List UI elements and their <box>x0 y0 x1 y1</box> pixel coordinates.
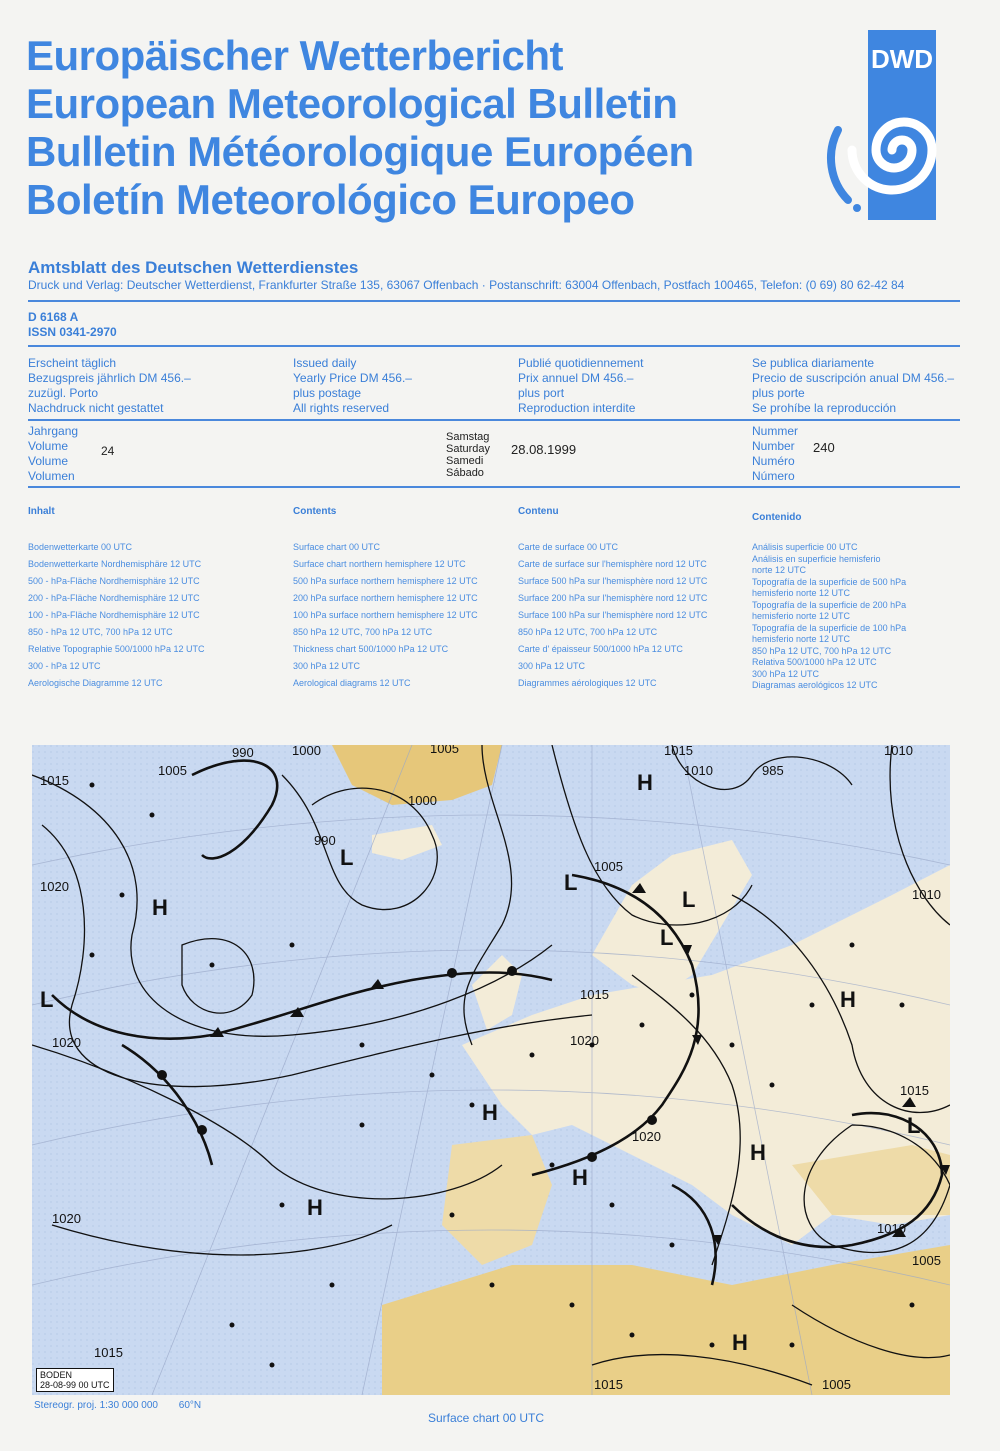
divider <box>28 486 960 488</box>
high-center: H <box>572 1165 588 1190</box>
surface-weather-map <box>32 745 950 1395</box>
isobar-label: 1000 <box>408 793 437 808</box>
high-center: H <box>637 770 653 795</box>
contents-heading-french: Contenu <box>518 506 559 517</box>
title-french: Bulletin Météorologique Européen <box>26 128 694 175</box>
isobar-label: 1005 <box>594 859 623 874</box>
divider <box>28 300 960 302</box>
list-item: hemisferio norte 12 UTC <box>752 588 851 598</box>
high-center: H <box>482 1100 498 1125</box>
list-item: Surface chart 00 UTC <box>293 542 381 552</box>
isobar-label: 1020 <box>632 1129 661 1144</box>
low-center: L <box>682 887 696 912</box>
high-center: H <box>840 987 856 1012</box>
isobar-label: 1015 <box>594 1377 623 1392</box>
list-item: 850 hPa 12 UTC, 700 hPa 12 UTC <box>293 627 433 637</box>
contents-list-german <box>28 539 204 692</box>
isobar-label: 1015 <box>94 1345 123 1360</box>
list-item: 200 - hPa-Fläche Nordhemisphäre 12 UTC <box>28 593 200 603</box>
list-item: hemisferio norte 12 UTC <box>752 634 851 644</box>
isobar-label: 1010 <box>884 745 913 758</box>
high-center: H <box>750 1140 766 1165</box>
contents-list-english <box>293 539 478 692</box>
list-item: Bodenwetterkarte 00 UTC <box>28 542 133 552</box>
contents-heading-german: Inhalt <box>28 506 55 517</box>
list-item: Bodenwetterkarte Nordhemisphäre 12 UTC <box>28 559 202 569</box>
list-item: Análisis en superficie hemisferio <box>752 553 881 564</box>
list-item: 200 hPa surface northern hemisphere 12 UTC <box>293 593 478 603</box>
list-item: 850 hPa 12 UTC, 700 hPa 12 UTC <box>518 627 658 637</box>
info-english: Issued daily Yearly Price DM 456.– plus postage All rights reserved <box>293 356 412 415</box>
issn: ISSN 0341-2970 <box>28 325 117 339</box>
isobar-label: 1005 <box>158 763 187 778</box>
list-item: Topografía de la superficie de 200 hPa <box>752 599 907 610</box>
logo-text: DWD <box>870 44 934 74</box>
list-item: Carte de surface sur l'hemisphère nord 12 UTC <box>518 559 707 569</box>
high-center: H <box>732 1330 748 1355</box>
publisher-address: Druck und Verlag: Deutscher Wetterdienst, Frankfurter Straße 135, 63067 Offenbach · Postanschrift: 63004 Offenbach, Postfach 100465, Telefon: (0 69) 80 62-42 84 <box>28 278 905 292</box>
high-center: H <box>152 895 168 920</box>
issue-date: 28.08.1999 <box>511 442 577 457</box>
list-item: 300 - hPa 12 UTC <box>28 661 101 671</box>
info-french: Publié quotidiennement Prix annuel DM 456.– plus port Reproduction interdite <box>518 356 644 415</box>
isobar-label: 1015 <box>40 773 69 788</box>
isobar-label: 1015 <box>580 987 609 1002</box>
list-item: Diagramas aerológicos 12 UTC <box>752 680 878 690</box>
divider <box>28 345 960 347</box>
list-item: Topografía de la superficie de 100 hPa <box>752 622 907 633</box>
map-caption: Surface chart 00 UTC <box>428 1411 545 1425</box>
map-projection: Stereogr. proj. 1:30 000 000 60°N <box>34 1400 202 1411</box>
list-item: 100 hPa surface northern hemisphere 12 UTC <box>293 610 478 620</box>
title-english: European Meteorological Bulletin <box>26 80 678 127</box>
list-item: Carte de surface 00 UTC <box>518 542 619 552</box>
isobar-label: 1010 <box>877 1221 906 1236</box>
isobar-label: 1010 <box>684 763 713 778</box>
number-labels: Nummer Number Numéro Número <box>752 424 799 483</box>
list-item: 300 hPa 12 UTC <box>752 668 820 679</box>
list-item: 500 - hPa-Fläche Nordhemisphäre 12 UTC <box>28 576 200 586</box>
isobar-label: 990 <box>232 745 254 760</box>
contents-list-spanish <box>752 542 906 692</box>
isobar-label: 1020 <box>570 1033 599 1048</box>
list-item: Topografía de la superficie de 500 hPa <box>752 576 907 587</box>
info-german: Erscheint täglich Bezugspreis jährlich DM 456.– zuzügl. Porto Nachdruck nicht gestattet <box>28 356 191 415</box>
low-center: L <box>564 870 578 895</box>
volume-value: 24 <box>101 444 115 458</box>
list-item: 500 hPa surface northern hemisphere 12 UTC <box>293 576 478 586</box>
isobar-label: 1015 <box>900 1083 929 1098</box>
contents-heading-english: Contents <box>293 506 337 517</box>
title-german: Europäischer Wetterbericht <box>26 32 564 79</box>
list-item: 100 - hPa-Fläche Nordhemisphäre 12 UTC <box>28 610 200 620</box>
divider <box>28 419 960 421</box>
day-names: Samstag Saturday Samedi Sábado <box>446 431 491 479</box>
volume-labels: Jahrgang Volume Volume Volumen <box>28 424 79 483</box>
map-latitude: 60°N <box>178 1400 202 1411</box>
high-center: H <box>307 1195 323 1220</box>
isobar-label: 1020 <box>52 1035 81 1050</box>
low-center: L <box>340 845 354 870</box>
list-item: Relativa 500/1000 hPa 12 UTC <box>752 657 877 667</box>
list-item: Análisis superficie 00 UTC <box>752 542 858 552</box>
dwd-logo <box>818 30 938 220</box>
list-item: Surface 500 hPa sur l'hemisphère nord 12 UTC <box>518 576 708 586</box>
list-item: Relative Topographie 500/1000 hPa 12 UTC <box>28 644 205 654</box>
info-spanish: Se publica diariamente Precio de suscripción anual DM 456.– plus porte Se prohíbe la reproducción <box>752 356 955 415</box>
list-item: norte 12 UTC <box>752 565 807 575</box>
isobar-label: 1015 <box>664 745 693 758</box>
isobar-label: 1005 <box>912 1253 941 1268</box>
title-spanish: Boletín Meteorológico Europeo <box>26 176 635 223</box>
list-item: 300 hPa 12 UTC <box>518 661 586 671</box>
list-item: Thickness chart 500/1000 hPa 12 UTC <box>293 644 449 654</box>
isobar-label: 1005 <box>430 745 459 756</box>
low-center: L <box>907 1113 921 1138</box>
contents-list-french <box>518 539 707 692</box>
low-center: L <box>660 925 674 950</box>
isobar-label: 1005 <box>822 1377 851 1392</box>
list-item: 300 hPa 12 UTC <box>293 661 361 671</box>
isobar-label: 1020 <box>40 879 69 894</box>
contents-heading-spanish: Contenido <box>752 512 802 523</box>
isobar-label: 1000 <box>292 745 321 758</box>
list-item: Aerological diagrams 12 UTC <box>293 678 411 688</box>
publisher-title: Amtsblatt des Deutschen Wetterdienstes <box>28 258 359 277</box>
list-item: Surface chart northern hemisphere 12 UTC <box>293 559 466 569</box>
isobar-label: 1020 <box>52 1211 81 1226</box>
list-item: Surface 100 hPa sur l'hemisphère nord 12 UTC <box>518 610 708 620</box>
list-item: hemisferio norte 12 UTC <box>752 611 851 621</box>
isobar-label: 1010 <box>912 887 941 902</box>
isobar-label: 985 <box>762 763 784 778</box>
list-item: Diagrammes aérologiques 12 UTC <box>518 678 657 688</box>
list-item: Surface 200 hPa sur l'hemisphère nord 12 UTC <box>518 593 708 603</box>
d-number: D 6168 A <box>28 310 79 324</box>
low-center: L <box>40 987 54 1012</box>
list-item: Aerologische Diagramme 12 UTC <box>28 678 163 688</box>
isobar-label: 990 <box>314 833 336 848</box>
list-item: 850 - hPa 12 UTC, 700 hPa 12 UTC <box>28 627 173 637</box>
map-stamp: BODEN 28-08-99 00 UTC <box>36 1368 114 1392</box>
issue-number: 240 <box>813 440 835 455</box>
list-item: Carte d' épaisseur 500/1000 hPa 12 UTC <box>518 644 683 654</box>
list-item: 850 hPa 12 UTC, 700 hPa 12 UTC <box>752 645 892 656</box>
